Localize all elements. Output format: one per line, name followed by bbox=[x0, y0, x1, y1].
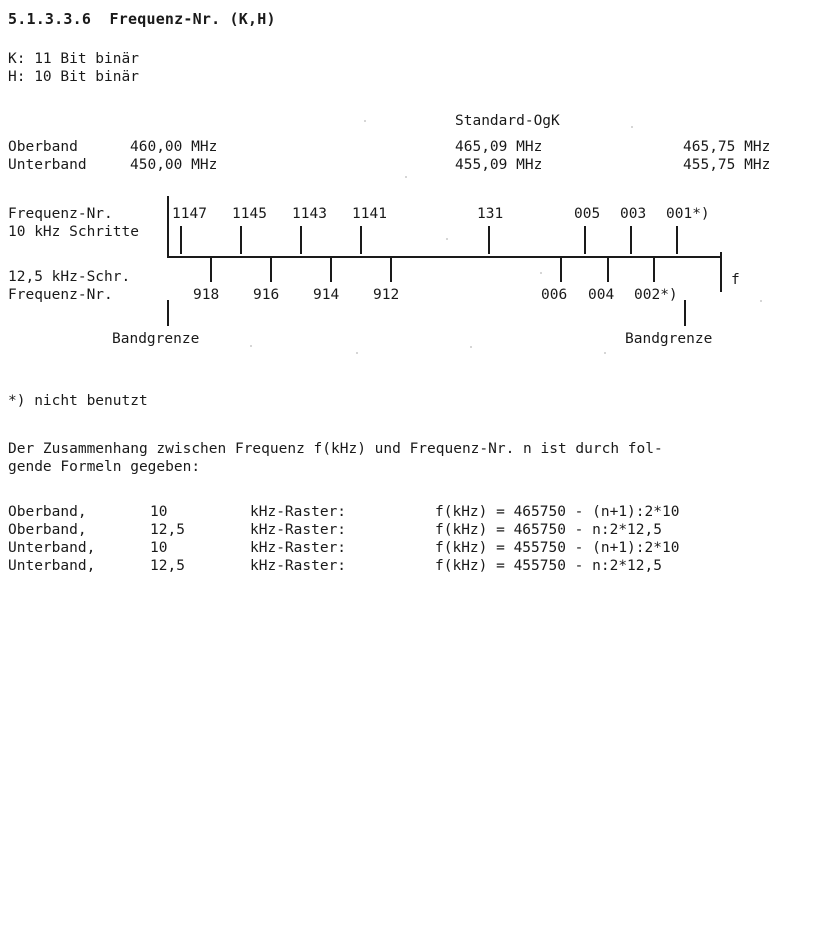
frequency-axis-line bbox=[167, 256, 722, 258]
number-125khz-004: 004 bbox=[588, 287, 615, 303]
scan-speckle bbox=[446, 238, 448, 240]
frequenz-nr-125khz-label-line2: Frequenz-Nr. bbox=[8, 287, 113, 303]
formula-4-expression: f(kHz) = 455750 - n:2*12,5 bbox=[435, 558, 662, 574]
scan-speckle bbox=[470, 346, 472, 348]
bandgrenze-left-label: Bandgrenze bbox=[112, 331, 200, 347]
tick-125khz-914 bbox=[330, 258, 332, 282]
tick-125khz-006 bbox=[560, 258, 562, 282]
formula-4-raster-unit: kHz-Raster: bbox=[250, 558, 347, 574]
number-10khz-1143: 1143 bbox=[292, 206, 327, 222]
tick-125khz-004 bbox=[607, 258, 609, 282]
number-10khz-001: 001*) bbox=[666, 206, 710, 222]
number-10khz-003: 003 bbox=[620, 206, 647, 222]
formula-1-raster-unit: kHz-Raster: bbox=[250, 504, 347, 520]
number-125khz-912: 912 bbox=[373, 287, 400, 303]
formula-3-raster-value: 10 bbox=[150, 540, 168, 556]
formula-2-raster-value: 12,5 bbox=[150, 522, 185, 538]
paragraph-line-1: Der Zusammenhang zwischen Frequenz f(kHz) und Frequenz-Nr. n ist durch fol- bbox=[8, 441, 663, 457]
scan-speckle bbox=[250, 345, 252, 347]
tick-10khz-005 bbox=[584, 226, 586, 254]
oberband-start-frequency: 460,00 MHz bbox=[130, 139, 218, 155]
frequenz-nr-10khz-label-line1: Frequenz-Nr. bbox=[8, 206, 113, 222]
tick-10khz-1145 bbox=[240, 226, 242, 254]
tick-10khz-003 bbox=[630, 226, 632, 254]
formula-1-band: Oberband, bbox=[8, 504, 87, 520]
section-number: 5.1.3.3.6 bbox=[8, 10, 92, 28]
formula-3-band: Unterband, bbox=[8, 540, 96, 556]
unterband-name: Unterband bbox=[8, 157, 87, 173]
formula-table bbox=[0, 504, 816, 941]
oberband-end-frequency: 465,75 MHz bbox=[683, 139, 771, 155]
formula-4-band: Unterband, bbox=[8, 558, 96, 574]
standard-ogk-label: Standard-OgK bbox=[455, 113, 560, 129]
formula-3-raster-unit: kHz-Raster: bbox=[250, 540, 347, 556]
tick-10khz-131 bbox=[488, 226, 490, 254]
bit-line-h: H: 10 Bit binär bbox=[8, 69, 139, 85]
formula-2-band: Oberband, bbox=[8, 522, 87, 538]
number-10khz-1141: 1141 bbox=[352, 206, 387, 222]
bandgrenze-left-leader bbox=[167, 300, 169, 326]
scan-speckle bbox=[631, 126, 633, 128]
tick-125khz-918 bbox=[210, 258, 212, 282]
section-heading bbox=[8, 10, 276, 28]
number-125khz-916: 916 bbox=[253, 287, 280, 303]
number-10khz-131: 131 bbox=[477, 206, 504, 222]
tick-125khz-916 bbox=[270, 258, 272, 282]
unterband-end-frequency: 455,75 MHz bbox=[683, 157, 771, 173]
frequenz-nr-125khz-label-line1: 12,5 kHz-Schr. bbox=[8, 269, 131, 285]
formula-3-expression: f(kHz) = 455750 - (n+1):2*10 bbox=[435, 540, 680, 556]
formula-4-raster-value: 12,5 bbox=[150, 558, 185, 574]
scan-speckle bbox=[760, 300, 762, 302]
oberband-middle-frequency: 465,09 MHz bbox=[455, 139, 543, 155]
scan-speckle bbox=[405, 176, 407, 178]
formula-1-expression: f(kHz) = 465750 - (n+1):2*10 bbox=[435, 504, 680, 520]
axis-symbol-f: f bbox=[731, 272, 740, 288]
paragraph-line-2: gende Formeln gegeben: bbox=[8, 459, 201, 475]
number-10khz-005: 005 bbox=[574, 206, 601, 222]
number-10khz-1145: 1145 bbox=[232, 206, 267, 222]
tick-125khz-002 bbox=[653, 258, 655, 282]
number-125khz-918: 918 bbox=[193, 287, 220, 303]
formula-2-expression: f(kHz) = 465750 - n:2*12,5 bbox=[435, 522, 662, 538]
scan-speckle bbox=[356, 352, 358, 354]
number-125khz-914: 914 bbox=[313, 287, 340, 303]
formula-2-raster-unit: kHz-Raster: bbox=[250, 522, 347, 538]
scan-speckle bbox=[540, 272, 542, 274]
band-boundary-right-line bbox=[720, 252, 722, 292]
band-boundary-left-line bbox=[167, 196, 169, 258]
frequenz-nr-10khz-label-line2: 10 kHz Schritte bbox=[8, 224, 139, 240]
tick-125khz-912 bbox=[390, 258, 392, 282]
formula-1-raster-value: 10 bbox=[150, 504, 168, 520]
section-title-text: Frequenz-Nr. (K,H) bbox=[109, 10, 276, 28]
oberband-name: Oberband bbox=[8, 139, 78, 155]
bit-line-k: K: 11 Bit binär bbox=[8, 51, 139, 67]
scan-speckle bbox=[604, 352, 606, 354]
scan-speckle bbox=[364, 120, 366, 122]
number-125khz-006: 006 bbox=[541, 287, 568, 303]
bandgrenze-right-label: Bandgrenze bbox=[625, 331, 713, 347]
tick-10khz-1141 bbox=[360, 226, 362, 254]
footnote-text: *) nicht benutzt bbox=[8, 393, 148, 409]
tick-10khz-1147 bbox=[180, 226, 182, 254]
bandgrenze-right-leader bbox=[684, 300, 686, 326]
unterband-start-frequency: 450,00 MHz bbox=[130, 157, 218, 173]
tick-10khz-001 bbox=[676, 226, 678, 254]
unterband-middle-frequency: 455,09 MHz bbox=[455, 157, 543, 173]
number-10khz-1147: 1147 bbox=[172, 206, 207, 222]
section-heading-gap bbox=[91, 10, 109, 28]
number-125khz-002: 002*) bbox=[634, 287, 678, 303]
tick-10khz-1143 bbox=[300, 226, 302, 254]
